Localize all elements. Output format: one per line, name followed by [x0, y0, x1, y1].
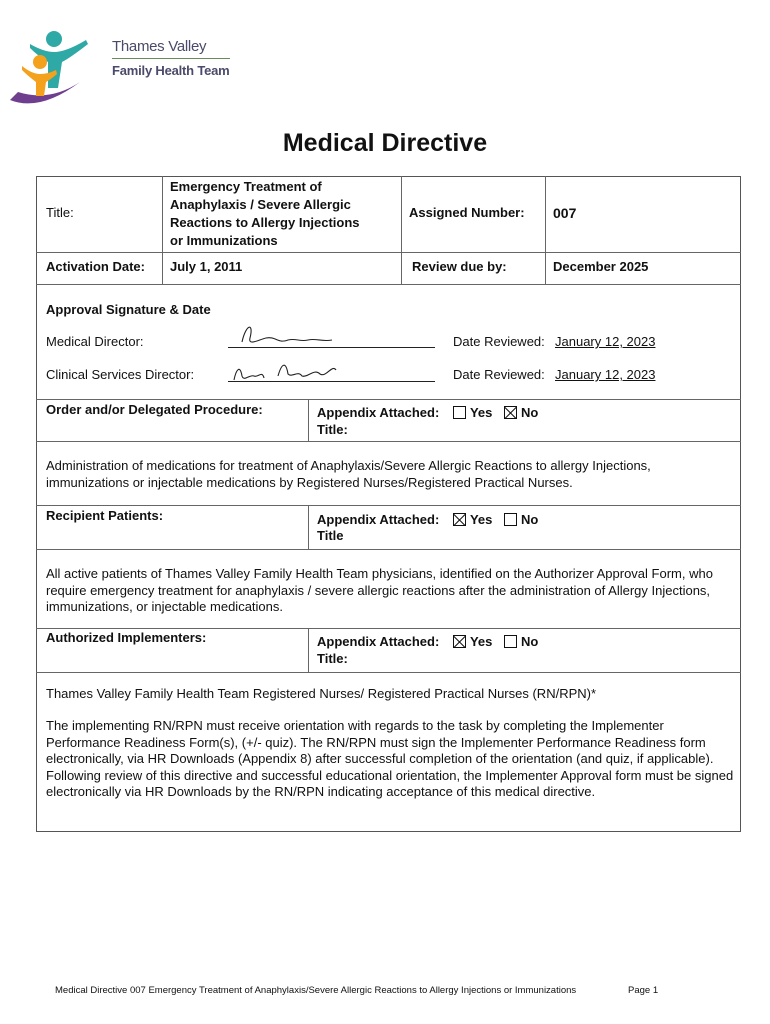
approval-heading: Approval Signature & Date: [46, 302, 211, 317]
order-no-checkbox[interactable]: [504, 406, 517, 419]
org-name-line2: Family Health Team: [112, 63, 230, 78]
col-divider-order: [308, 399, 309, 441]
divider-order-text: [36, 505, 741, 506]
col-divider-3: [545, 176, 546, 284]
org-name-line1: Thames Valley: [112, 38, 207, 55]
activation-date-label: Activation Date:: [46, 259, 145, 274]
review-due-label: Review due by:: [412, 259, 507, 274]
order-no-option[interactable]: [504, 405, 538, 420]
implementers-yes-option[interactable]: [453, 634, 492, 649]
title-value-line2: Anaphylaxis / Severe Allergic: [170, 197, 351, 212]
title-value-line1: Emergency Treatment of: [170, 179, 322, 194]
implementers-orientation-text: The implementing RN/RPN must receive orientation with regards to the task by completing the Implementer Performance Readiness Form(s), (+/- quiz). The RN/RPN must sign the Implementer Performance Readiness form electronically, via HR Downloads (Appendix 8) after successful completion of the orientation (and quiz, if applicable). Following review of this directive and successful educational orientation, the Implementer Approval form must be signed electronically via HR Downloads by the RN/RPN indicating acceptance of this medical directive.: [46, 718, 734, 799]
family-figures-icon: [0, 0, 110, 110]
divider-row1: [36, 252, 741, 253]
medical-date-reviewed-label: Date Reviewed:: [453, 334, 545, 349]
divider-implementers: [36, 672, 741, 673]
divider-recipients-text: [36, 628, 741, 629]
clinical-director-signature: [228, 356, 348, 386]
clinical-date-reviewed-label: Date Reviewed:: [453, 367, 545, 382]
medical-director-signature: [236, 320, 356, 350]
recipients-title-label: Title: [317, 528, 344, 543]
divider-approval: [36, 399, 741, 400]
implementers-appendix-row: [317, 634, 538, 651]
order-yes-option[interactable]: [453, 405, 492, 420]
title-value-line4: or Immunizations: [170, 233, 278, 248]
recipients-appendix-row: [317, 512, 538, 529]
assigned-number-value: 007: [553, 205, 577, 221]
implementers-description: Thames Valley Family Health Team Registered Nurses/ Registered Practical Nurses (RN/RPN)*: [46, 686, 597, 701]
clinical-director-label: Clinical Services Director:: [46, 367, 195, 382]
implementers-title-label: Title:: [317, 651, 348, 666]
order-description: Administration of medications for treatment of Anaphylaxis/Severe Allergic Reactions to allergy Injections, immunizations or injectable medications by Registered Nurses/Registered Practical Nurses.: [46, 458, 651, 490]
divider-recipients: [36, 549, 741, 550]
col-divider-recipients: [308, 505, 309, 549]
logo-divider: [112, 58, 230, 59]
order-title-label: Title:: [317, 422, 348, 437]
implementers-label: Authorized Implementers:: [46, 630, 207, 645]
order-appendix-row: [317, 405, 538, 422]
implementers-appendix-label: Appendix Attached:: [317, 634, 440, 649]
assigned-number-label: Assigned Number:: [409, 205, 525, 220]
order-no-label: No: [520, 405, 539, 420]
implementers-no-label: No: [520, 634, 539, 649]
title-label: Title:: [46, 205, 74, 220]
recipients-yes-checkbox[interactable]: [453, 513, 466, 526]
medical-director-label: Medical Director:: [46, 334, 144, 349]
implementers-no-checkbox[interactable]: [504, 635, 517, 648]
recipients-label: Recipient Patients:: [46, 508, 164, 523]
title-value-line3: Reactions to Allergy Injections: [170, 215, 360, 230]
order-label: Order and/or Delegated Procedure:: [46, 402, 263, 417]
order-yes-label: Yes: [469, 405, 493, 420]
col-divider-implementers: [308, 628, 309, 672]
medical-date-reviewed-value: January 12, 2023: [555, 334, 656, 349]
footer-page-number: Page 1: [628, 985, 659, 996]
recipients-no-checkbox[interactable]: [504, 513, 517, 526]
recipients-yes-option[interactable]: [453, 512, 492, 527]
clinical-date-reviewed-value: January 12, 2023: [555, 367, 656, 382]
order-yes-checkbox[interactable]: [453, 406, 466, 419]
divider-row2: [36, 284, 741, 285]
recipients-no-label: No: [520, 512, 539, 527]
col-divider-1: [162, 176, 163, 284]
document-title: Medical Directive: [282, 129, 488, 157]
recipients-description: All active patients of Thames Valley Family Health Team physicians, identified on the Authorizer Approval Form, who require emergency treatment for anaphylaxis / severe allergic reactions after the administration of Allergy Injections, immunizations, or injectable medications.: [46, 566, 713, 614]
implementers-no-option[interactable]: [504, 634, 538, 649]
recipients-yes-label: Yes: [469, 512, 493, 527]
divider-order: [36, 441, 741, 442]
activation-date-value: July 1, 2011: [170, 259, 243, 274]
footer-document-title: Medical Directive 007 Emergency Treatment of Anaphylaxis/Severe Allergic Reactions to Allergy Injections or Immunizations: [55, 985, 577, 996]
recipients-no-option[interactable]: [504, 512, 538, 527]
review-due-value: December 2025: [553, 259, 649, 274]
order-appendix-label: Appendix Attached:: [317, 405, 440, 420]
col-divider-2: [401, 176, 402, 284]
organization-logo: [0, 0, 250, 120]
implementers-yes-label: Yes: [469, 634, 493, 649]
recipients-appendix-label: Appendix Attached:: [317, 512, 440, 527]
implementers-yes-checkbox[interactable]: [453, 635, 466, 648]
